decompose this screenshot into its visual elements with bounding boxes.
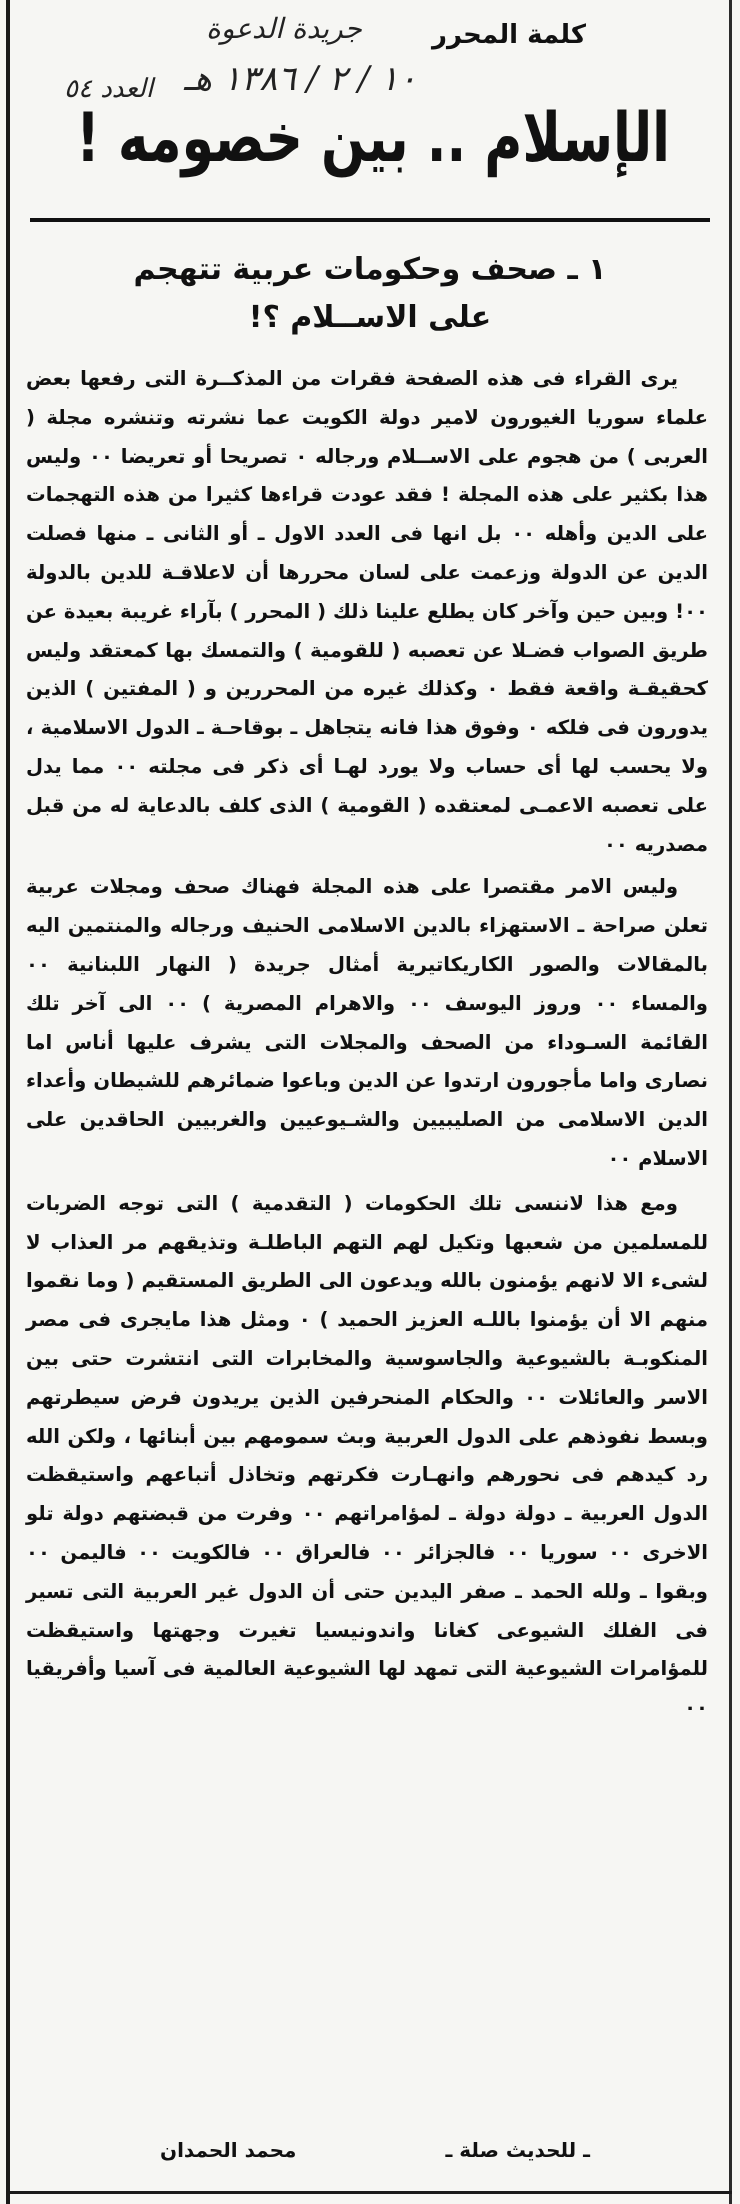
handwritten-issue: العدد ٥٤ — [64, 74, 154, 104]
paragraph-3: ومع هذا لاننسى تلك الحكومات ( التقدمية ) التى توجه الضربات للمسلمين من شعبها وتكيل لهم التهم الباطلـة وتذيقهم مر العذاب لا لشىء الا لانهم يؤمنون بالله ويدعون الى الطريق المستقيم ( وما نقموا منهم الا أن يؤمنوا باللـه العزيز الحميد ) ٠ ومثل هذا مايجرى فى مصر المنكوبـة بالشيوعية والجاسوسية والمخابرات التى انتشرت حتى بين الاسر والعائلات ٠٠ والحكام المنحرفين الذين يريدون فرض سيطرتهم وبسط نفوذهم على الدول العربية وبث سمومهم بين أبنائها ، ولكن الله رد كيدهم فى نحورهم وانهـارت فكرتهم وتخاذل أتباعهم واستيقظت الدول العربية ـ دولة دولة ـ لمؤامراتهم ٠٠ وفرت من قبضتهم دولة تلو الاخرى ٠٠ سوريا ٠٠ فالجزائر ٠٠ فالعراق ٠٠ فالكويت ٠٠ فاليمن ٠٠ وبقوا ـ ولله الحمد ـ صفر اليدين حتى أن الدول غير العربية التى تسير فى الفلك الشيوعى كغانا واندونيسيا تغيرت وجهتها واستيقظت للمؤامرات الشيوعية التى تمهد لها الشيوعية العالمية فى آسيا وأفريقيا ٠٠ — [26, 1191, 709, 1720]
handwritten-source: جريدة الدعوة — [206, 12, 362, 45]
article-body — [26, 360, 708, 1728]
headline: الإسلام .. بين خصومه ! — [76, 100, 670, 178]
article-footer — [40, 2138, 680, 2178]
paragraph-1: يرى القراء فى هذه الصفحة فقرات من المذكــرة التى رفعها بعض علماء سوريا الغيورون لامير دولة الكويت عما نشرته وتنشره مجلة ( العربى ) من هجوم على الاســلام ورجاله ٠ تصريحا أو تعريضا ٠٠ وليس هذا بكثير على هذه المجلة ! فقد عودت قراءها كثيرا من هذه التهجمات على الدين وأهله ٠٠ بل انها فى العدد الاول ـ أو الثانى ـ منها فصلت الدين عن الدولة وزعمت على لسان محررها أن لاعلاقـة للدين بالدولة ٠٠! وبين حين وآخر كان يطلع علينا ذلك ( المحرر ) بآراء غريبة بعيدة عن طريق الصواب فضـلا عن تعصبه ( للقومية ) والتمسك بها كمعتقد وليس كحقيقـة واقعة فقط ٠ وكذلك غيره من المحررين و ( المفتين ) الذين يدورون فى فلكه ٠ وفوق هذا فانه يتجاهل ـ بوقاحـة ـ الدول الاسلامية ، ولا يحسب لها أى حساب ولا يورد لهـا أى ذكر فى مجلته ٠٠ مما يدل على تعصبه الاعمـى لمعتقده ( القومية ) الذى كلف بالدعاية له من قبل مصدريه ٠٠ — [26, 367, 709, 856]
headline-underline — [30, 218, 710, 222]
right-border-rule — [729, 0, 732, 2204]
continuation-note: ـ للحديث صلة ـ — [445, 2138, 590, 2162]
subheadline — [40, 246, 700, 342]
paragraph-2: وليس الامر مقتصرا على هذه المجلة فهناك صحف ومجلات عربية تعلن صراحة ـ الاستهزاء بالدين الاسلامى الحنيف ورجاله والمنتمين اليه بالمقالات والصور الكاريكاتيرية أمثال جريدة ( النهار اللبنانية ٠٠ والمساء ٠٠ وروز اليوسف ٠٠ والاهرام المصرية ) ٠٠ الى آخر تلك القائمة السـوداء من الصحف والمجلات التى يشرف عليها أناس اما نصارى واما مأجورون ارتدوا عن الدين وباعوا ضمائرهم للشيطان وأعداء الدين الاسلامى من الصليبيين والشـيوعيين والغربيين الحاقدين على الاسلام ٠٠ — [26, 875, 708, 1170]
left-border-rule — [6, 0, 10, 2204]
subheadline-line-1: ١ ـ صحف وحكومات عربية تتهجم — [133, 252, 607, 287]
column-label: كلمة المحرر — [432, 20, 586, 50]
author-name: محمد الحمدان — [160, 2138, 297, 2162]
handwritten-date: ١٠ / ٢ / ١٣٨٦ هـ — [184, 59, 417, 99]
subheadline-line-2: على الاســلام ؟! — [248, 300, 492, 335]
bottom-border-rule — [6, 2191, 732, 2194]
